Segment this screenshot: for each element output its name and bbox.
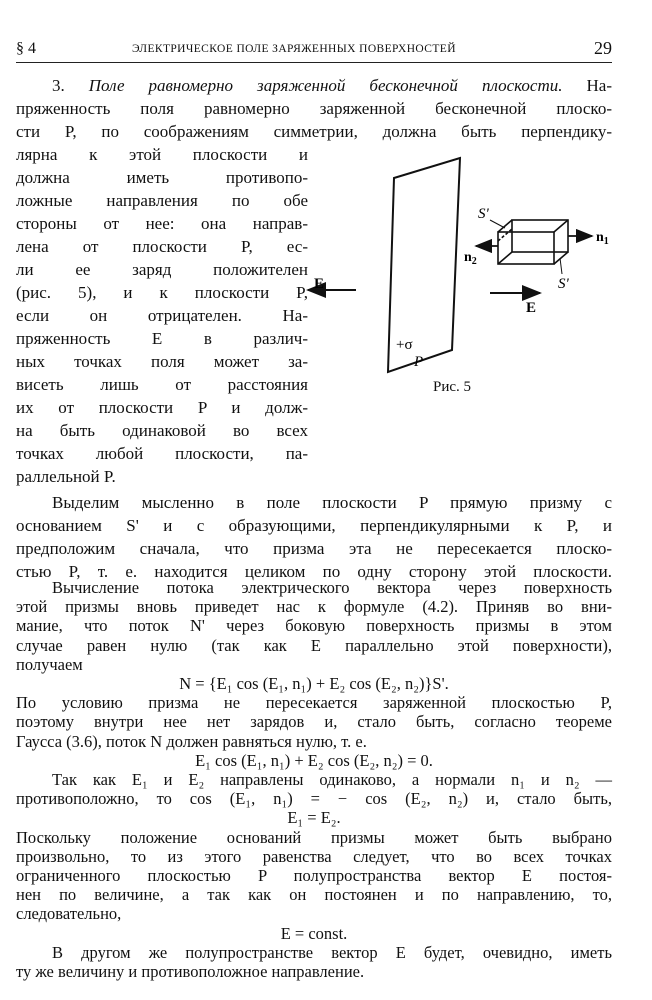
para3-line: случае равен нулю (так как E параллельно этой поверхности),	[16, 635, 612, 655]
para5-line: противоположно, то cos (E₁, n₁) = − cos (E₂, n₂) и, стало быть,	[16, 789, 612, 809]
para7-line-0: В другом же полупространстве вектор E будет, очевидно, иметь	[52, 942, 612, 962]
s-prime-top-pointer	[490, 220, 505, 228]
para6-tail-4: следовательно,	[16, 904, 122, 924]
left-col-line: висеть лишь от расстояния	[16, 375, 308, 394]
equation-zero-flux: E₁ cos (E₁, n₁) + E₂ cos (E₂, n₂) = 0.	[195, 750, 433, 770]
figure-5-diagram	[300, 140, 612, 380]
left-col-line: на быть одинаковой во всех	[16, 421, 308, 440]
intro-line-1	[16, 74, 612, 97]
intro-line-2: пряженность поля равномерно заряженной бесконечной плоско-	[16, 99, 612, 118]
para3-line: Вычисление потока электрического вектора через поверхность	[52, 578, 612, 597]
intro-line-3: сти P, по соображениям симметрии, должна быть перпендику-	[16, 122, 612, 141]
page-header	[16, 38, 612, 63]
figure-caption: Рис. 5	[433, 379, 472, 395]
intro-number: 3.	[52, 76, 65, 95]
running-title: ЭЛЕКТРИЧЕСКОЕ ПОЛЕ ЗАРЯЖЕННЫХ ПОВЕРХНОСТЕЙ	[132, 43, 456, 55]
para3-line: мание, что поток N' через боковую поверхность призмы в этом	[16, 616, 612, 636]
label-plane-p: P	[414, 354, 424, 370]
para3-line: получаем	[16, 654, 83, 674]
label-n2: $n_2$	[464, 250, 477, 267]
para4-line: Гаусса (3.6), поток N должен равняться нулю, т. е.	[16, 731, 367, 751]
label-n1: $n_1$	[596, 230, 609, 247]
para6-line: произвольно, то из этого равенства следует, что во всех точках	[16, 846, 612, 866]
label-s-prime-top: S'	[478, 206, 489, 222]
label-e-left: E	[314, 276, 325, 292]
s-prime-bottom-pointer	[560, 258, 562, 274]
left-col-line: их от плоскости P и долж-	[16, 398, 308, 417]
left-col-line: точках любой плоскости, па-	[16, 444, 308, 463]
left-col-line: ложные направления по обе	[16, 191, 308, 210]
para6-tail-3: нен по величине, а так как он постоянен и по направлению, то,	[16, 885, 612, 905]
para4-line: поэтому внутри нее нет зарядов и, стало быть, согласно теореме	[16, 712, 612, 732]
equation-flux: N = {E₁ cos (E₁, n₁) + E₂ cos (E₂, n₂)}S'.	[179, 674, 449, 693]
equation-e1-e2: E₁ = E₂.	[287, 808, 341, 828]
para6-line: ограниченного плоскостью P полупространства вектор E постоя-	[16, 866, 612, 885]
section-number: § 4	[16, 40, 36, 57]
left-col-line: должна иметь противопо-	[16, 168, 308, 187]
para5-line: Так как E₁ и E₂ направлены одинаково, а нормали n₁ и n₂ —	[52, 770, 612, 789]
intro-line1-tail: На-	[586, 76, 613, 95]
para2-line: стью P, т. е. находится целиком по одну сторону этой плоскости.	[16, 562, 612, 581]
page-number: 29	[594, 38, 612, 58]
left-col-line: ных точках поля может за-	[16, 352, 308, 371]
left-col-line: пряженность E в различ-	[16, 329, 308, 348]
left-col-line: раллельной P.	[16, 467, 116, 486]
left-col-line: стороны от нее: она направ-	[16, 214, 308, 233]
label-s-prime-bottom: S'	[558, 276, 569, 292]
para3-line: этой призмы вновь приведет нас к формуле (4.2). Приняв во вни-	[16, 597, 612, 617]
para2-line: предположим сначала, что призма эта не пересекается плоско-	[16, 539, 612, 558]
para2-line: основанием S' и с образующими, перпендикулярными к P, и	[16, 516, 612, 535]
para2-line: Выделим мысленно в поле плоскости P прямую призму с	[52, 493, 612, 512]
left-col-line: лена от плоскости P, ес-	[16, 237, 308, 256]
para7-line-1: ту же величину и противоположное направление.	[16, 962, 365, 981]
equation-const: E = const.	[280, 923, 348, 943]
left-col-line: (рис. 5), и к плоскости P,	[16, 283, 308, 302]
para4-line: По условию призма не пересекается заряженной плоскостью P,	[16, 693, 612, 713]
intro-title: Поле равномерно заряженной бесконечной плоскости.	[88, 76, 563, 95]
left-col-line: лярна к этой плоскости и	[16, 145, 308, 164]
left-col-line: если он отрицателен. На-	[16, 306, 308, 325]
para6-line: Поскольку положение оснований призмы может быть выбрано	[16, 827, 612, 847]
prism	[498, 220, 568, 264]
label-sigma: +σ	[396, 337, 413, 353]
left-col-line: ли ее заряд положителен	[16, 260, 308, 279]
label-e-right: E	[526, 300, 537, 316]
